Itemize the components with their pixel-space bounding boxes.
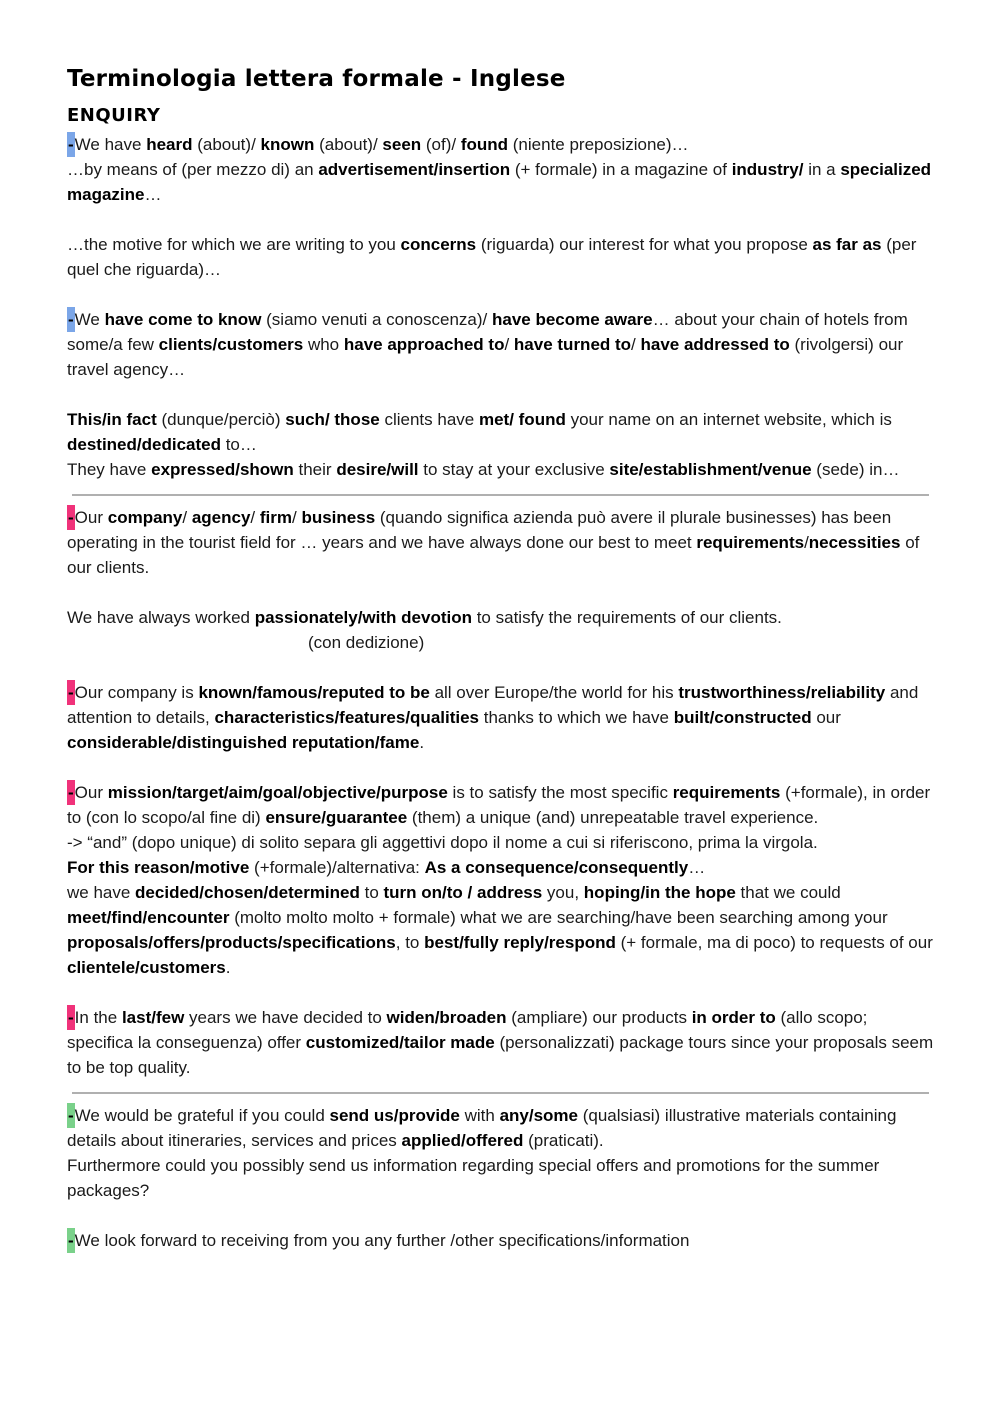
text-paragraph [67,680,935,755]
text-run: …by means of (per mezzo di) an [67,160,319,179]
text-paragraph [67,1005,935,1080]
text-run: (niente preposizione)… [508,135,689,154]
text-run: with [459,1106,500,1125]
text-run: / [182,508,192,527]
bold-term: found [460,135,509,154]
highlight-marker: - [67,780,75,805]
text-run: In the [74,1008,122,1027]
text-run: / [250,508,260,527]
paragraph-spacer [67,382,935,407]
text-run: their [293,460,337,479]
bold-term: business [301,508,376,527]
bold-term: best/fully reply/respond [424,933,616,952]
text-run: Our company is [74,683,199,702]
text-run: that we could [735,883,841,902]
text-run: (+formale), in order to (con lo scopo/al fine di) [67,783,931,827]
text-run: is to satisfy the most specific [447,783,673,802]
highlight-marker: - [67,307,75,332]
highlight-marker: - [67,132,75,157]
bold-term: in order to [691,1008,776,1027]
paragraph-spacer [67,655,935,680]
paragraph-spacer [67,580,935,605]
text-run: / [504,335,514,354]
text-run: your name on an internet website, which is [565,410,892,429]
translation-note: (con dedizione) [308,633,425,652]
text-run: in a [803,160,841,179]
text-run: years we have decided to [184,1008,387,1027]
text-run: We have always worked [67,608,255,627]
text-run: to [359,883,384,902]
text-run: Our [74,783,108,802]
paragraph-spacer [67,980,935,1005]
text-run: Our [74,508,108,527]
bold-term: considerable/distinguished reputation/fame [67,733,420,752]
highlight-marker: - [67,1005,75,1030]
bold-term: such/ those [285,410,380,429]
bold-term: have come to know [104,310,262,329]
highlight-marker: - [67,680,75,705]
bold-term: requirements [672,783,781,802]
document-title: Terminologia lettera formale - Inglese [67,66,566,92]
text-run: (qualsiasi) illustrative materials containing details about itineraries, services and prices [67,1106,897,1150]
text-paragraph [67,830,935,855]
text-run: (+ formale) in a magazine of [510,160,732,179]
text-run: . [419,733,425,752]
bold-term: expressed/shown [151,460,294,479]
text-run: (about)/ [314,135,383,154]
bold-term: trustworthiness/reliability [678,683,886,702]
text-paragraph [67,855,935,880]
bold-term: clientele/customers [67,958,226,977]
text-paragraph [67,307,935,382]
bold-term: known [260,135,315,154]
bold-term: have approached to [343,335,505,354]
text-run: of our clients. [67,533,920,577]
bold-term: specialized magazine [67,160,932,204]
section-heading: ENQUIRY [67,105,161,126]
text-run: clients have [379,410,479,429]
bold-term: applied/offered [401,1131,524,1150]
text-run: (dunque/perciò) [156,410,286,429]
text-run: and attention to details, [67,683,919,727]
text-run: to stay at your exclusive [418,460,610,479]
bold-term: decided/chosen/determined [135,883,360,902]
text-run: … about your chain of hotels from some/a few [67,310,908,354]
bold-term: industry/ [731,160,804,179]
bold-term: any/some [499,1106,579,1125]
bold-term: desire/will [336,460,419,479]
text-run: (them) a unique (and) unrepeatable travel experience. [407,808,819,827]
bold-term: advertisement/insertion [318,160,511,179]
bold-term: as far as [812,235,882,254]
text-run: … [144,185,162,204]
text-run: / [804,533,809,552]
text-run: (+ formale, ma di poco) to requests of our [615,933,933,952]
paragraph-spacer [67,207,935,232]
bold-term: have turned to [513,335,632,354]
text-run: (quando significa azienda può avere il plurale businesses) has been operating in the tourist field for … years and we have always done our best to meet [67,508,892,552]
bold-term: known/famous/reputed to be [198,683,430,702]
text-paragraph [67,407,935,457]
bold-term: turn on/to / address [383,883,543,902]
text-run: who [303,335,344,354]
bold-term: heard [146,135,193,154]
text-run: (personalizzati) package tours since your proposals seem to be top quality. [67,1033,934,1077]
bold-term: widen/broaden [386,1008,507,1027]
bold-term: proposals/offers/products/specifications [67,933,396,952]
bold-term: send us/provide [329,1106,460,1125]
text-run: (molto molto molto + formale) what we are searching/have been searching among your [229,908,888,927]
text-run: We look forward to receiving from you any further /other specifications/information [74,1231,690,1250]
text-paragraph [67,780,935,830]
bold-term: have become aware [491,310,653,329]
text-run: / [292,508,302,527]
text-run: you, [542,883,584,902]
text-run: our [811,708,841,727]
bold-term: last/few [121,1008,185,1027]
bold-term: have addressed to [640,335,790,354]
text-paragraph [67,1228,935,1253]
text-run: (riguarda) our interest for what you propose [476,235,813,254]
text-run: / [631,335,641,354]
bold-term: clients/customers [158,335,304,354]
paragraph-spacer [67,282,935,307]
text-paragraph [67,505,935,580]
horizontal-divider [72,1092,929,1094]
text-paragraph [67,232,935,282]
text-run: thanks to which we have [479,708,674,727]
text-run: We have [74,135,147,154]
text-run: (+formale)/alternativa: [249,858,425,877]
text-run: . [225,958,231,977]
bold-term: agency [191,508,251,527]
text-run: (ampliare) our products [506,1008,692,1027]
bold-term: customized/tailor made [305,1033,495,1052]
bold-term: company [107,508,183,527]
text-run: … [688,858,706,877]
text-run: (rivolgersi) our travel agency… [67,335,904,379]
bold-term: As a consequence/consequently [424,858,689,877]
text-run: (siamo venuti a conoscenza)/ [261,310,492,329]
bold-term: necessities [808,533,901,552]
text-paragraph [67,880,935,980]
bold-term: seen [382,135,422,154]
text-paragraph [67,1153,935,1203]
text-paragraph [67,157,935,207]
bold-term: site/establishment/venue [609,460,812,479]
bold-term: requirements [696,533,805,552]
text-run: (allo scopo; specifica la conseguenza) offer [67,1008,868,1052]
bold-term: hoping/in the hope [583,883,736,902]
bold-term: ensure/guarantee [265,808,408,827]
bold-term: firm [259,508,292,527]
bold-term: passionately/with devotion [254,608,472,627]
text-run: (about)/ [192,135,261,154]
text-run: We would be grateful if you could [74,1106,330,1125]
text-run: (praticati). [523,1131,604,1150]
text-run: (sede) in… [811,460,900,479]
bold-term: meet/find/encounter [67,908,230,927]
text-run: we have [67,883,136,902]
text-paragraph [67,605,935,630]
text-run: -> “and” (dopo unique) di solito separa gli aggettivi dopo il nome a cui si riferiscono, prima la virgola. [67,833,818,852]
text-run: (per quel che riguarda)… [67,235,917,279]
text-run: They have [67,460,152,479]
highlight-marker: - [67,505,75,530]
bold-term: destined/dedicated [67,435,221,454]
document-body [67,132,935,1253]
bold-term: built/constructed [673,708,812,727]
highlight-marker: - [67,1103,75,1128]
text-run: …the motive for which we are writing to you [67,235,401,254]
bold-term: met/ found [478,410,566,429]
text-paragraph [67,132,935,157]
bold-term: For this reason/motive [67,858,250,877]
highlight-marker: - [67,1228,75,1253]
text-run: , to [395,933,425,952]
text-run: to… [220,435,257,454]
bold-term: mission/target/aim/goal/objective/purpose [107,783,448,802]
paragraph-spacer [67,755,935,780]
text-run: (of)/ [421,135,461,154]
text-run: Furthermore could you possibly send us information regarding special offers and promotions for the summer packages? [67,1156,880,1200]
text-paragraph [67,1103,935,1153]
text-run: We [74,310,105,329]
bold-term: concerns [400,235,477,254]
text-run: to satisfy the requirements of our clients. [471,608,782,627]
text-paragraph [67,457,935,482]
text-run: all over Europe/the world for his [429,683,679,702]
paragraph-spacer [67,1203,935,1228]
bold-term: This/in fact [67,410,157,429]
bold-term: characteristics/features/qualities [214,708,480,727]
horizontal-divider [72,494,929,496]
